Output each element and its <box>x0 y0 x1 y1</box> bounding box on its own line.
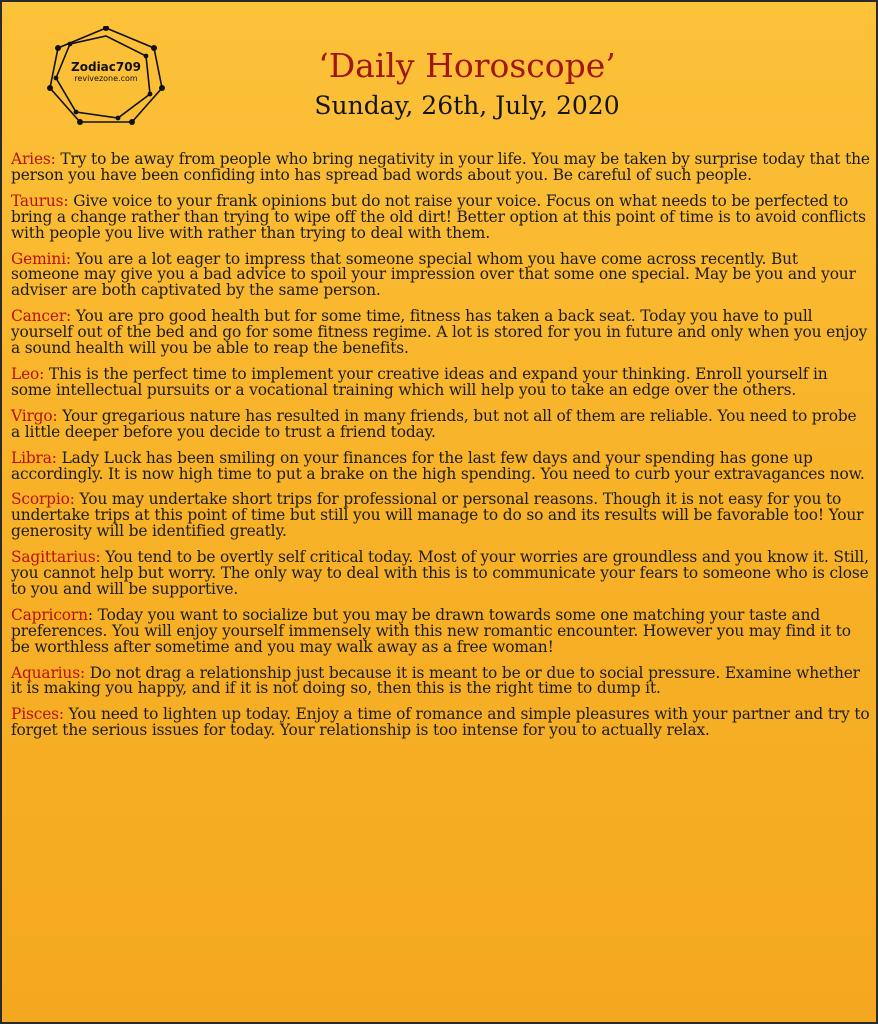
sign-name: Taurus: <box>11 191 69 210</box>
page-title: ‘Daily Horoscope’ <box>318 46 616 85</box>
reading-text: : Today you want to socialize but you may be drawn towards some one matching your taste and preferences. You will enjoy yourself immensely with this new romantic encounter. However you may find it to be worthless after sometime and you may walk away as a free woman! <box>11 605 851 656</box>
logo-name: Zodiac709 <box>71 60 141 74</box>
horoscope-entry-capricorn <box>11 605 870 656</box>
reading-text: Your gregarious nature has resulted in many friends, but not all of them are reliable. You need to probe a little deeper before you decide to trust a friend today. <box>11 406 857 441</box>
sign-name: Libra: <box>11 448 57 467</box>
sign-name: Pisces: <box>11 705 64 724</box>
sign-name: Cancer: <box>11 307 72 326</box>
horoscope-entry-cancer <box>11 309 870 357</box>
sign-name: Leo: <box>11 364 45 383</box>
horoscope-entry-leo <box>11 364 870 399</box>
reading-text: Try to be away from people who bring negativity in your life. You may be taken by surprise today that the person you have been confiding into has spread bad words about you. Be careful of such people. <box>11 150 870 184</box>
logo-site: revivezone.com <box>74 74 138 83</box>
zodiac-logo <box>46 26 166 126</box>
reading-text: Give voice to your frank opinions but do not raise your voice. Focus on what needs to be perfected to bring a change rather than trying to wipe off the old dirt! Better option at this point of time is to avoid conflicts with people you live with rather than trying to deal with them. <box>11 191 866 242</box>
sign-name: Scorpio: <box>11 490 75 509</box>
reading-text: Lady Luck has been smiling on your finances for the last few days and your spending has gone up accordingly. It is now high time to put a brake on the high spending. You need to curb your extravagances now. <box>11 448 865 483</box>
horoscope-entry-taurus <box>11 191 870 242</box>
horoscope-entry-sagittarius <box>11 550 870 598</box>
reading-text: You may undertake short trips for professional or personal reasons. Though it is not easy for you to undertake trips at this point of time but still you will manage to do so and its results will be favorable too! Your generosity will be identified greatly. <box>11 490 864 541</box>
horoscope-entry-gemini <box>11 249 870 300</box>
horoscope-entry-aquarius <box>11 663 870 698</box>
horoscope-entry-aries <box>11 152 870 184</box>
sign-name: Aquarius: <box>11 663 85 682</box>
reading-text: You are pro good health but for some time, fitness has taken a back seat. Today you have to pull yourself out of the bed and go for some fitness regime. A lot is stored for you in future and only when you enjoy a sound health will you be able to reap the benefits. <box>11 307 868 358</box>
horoscope-entry-pisces <box>11 707 870 739</box>
reading-text: You tend to be overtly self critical today. Most of your worries are groundless and you know it. Still, you cannot help but worry. The only way to deal with this is to communicate your fears to someone who is close to you and will be supportive. <box>11 548 869 598</box>
sign-name: Aries: <box>11 150 56 168</box>
horoscope-entry-libra <box>11 448 870 483</box>
page-date: Sunday, 26th, July, 2020 <box>314 91 620 120</box>
horoscope-entry-virgo <box>11 406 870 441</box>
reading-text: You need to lighten up today. Enjoy a time of romance and simple pleasures with your partner and try to forget the serious issues for today. Your relationship is too intense for you to actually relax. <box>11 705 870 740</box>
sign-name: Sagittarius: <box>11 548 101 567</box>
sign-name: Virgo: <box>11 406 58 425</box>
reading-text: You are a lot eager to impress that someone special whom you have come across recently. But someone may give you a bad advice to spoil your impression over that some one special. May be you and your adviser are both captivated by the same person. <box>11 249 856 300</box>
horoscope-entry-scorpio <box>11 492 870 540</box>
reading-text: Do not drag a relationship just because it is meant to be or due to social pressure. Examine whether it is making you happy, and if it is not doing so, then this is the right time to dump it. <box>11 663 860 698</box>
sign-name: Gemini: <box>11 249 71 268</box>
horoscope-list <box>11 152 870 749</box>
sign-name: Capricorn <box>11 605 88 624</box>
reading-text: This is the perfect time to implement your creative ideas and expand your thinking. Enroll yourself in some intellectual pursuits or a vocational training which will help you to take an edge over the others. <box>11 364 828 399</box>
